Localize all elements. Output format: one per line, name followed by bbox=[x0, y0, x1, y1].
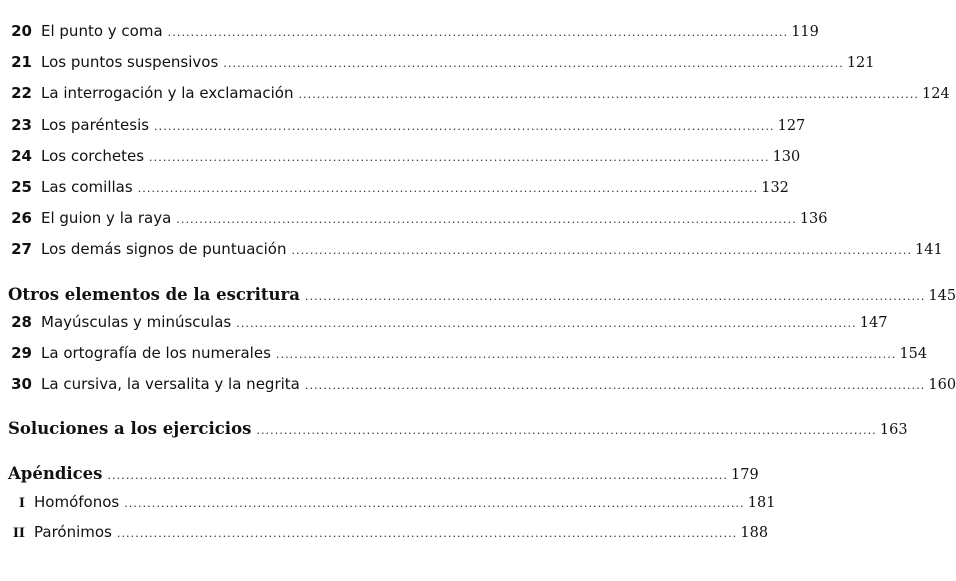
page-number: 130 bbox=[772, 149, 801, 165]
dot-leader: ....................................................................................................................................... bbox=[176, 213, 797, 226]
page-number: 154 bbox=[899, 346, 928, 362]
chapter-title: La cursiva, la versalita y la negrita bbox=[41, 375, 300, 393]
dot-leader: ....................................................................................................................................... bbox=[223, 57, 844, 70]
chapter-number: 24 bbox=[11, 147, 32, 165]
appendix-title: Parónimos bbox=[34, 523, 112, 541]
dot-leader: ....................................................................................................................................... bbox=[107, 469, 729, 482]
page-number: 145 bbox=[928, 288, 956, 304]
dot-leader: ....................................................................................................................................... bbox=[154, 120, 775, 133]
section-title: Soluciones a los ejercicios bbox=[8, 419, 252, 438]
chapter-title: Los demás signos de puntuación bbox=[41, 240, 287, 258]
dot-leader: ....................................................................................................................................... bbox=[291, 244, 913, 257]
page-number: 160 bbox=[928, 377, 956, 393]
chapter-number: 23 bbox=[11, 116, 32, 134]
dot-leader: ....................................................................................................................................... bbox=[304, 290, 926, 303]
chapter-title: El guion y la raya bbox=[41, 209, 172, 227]
chapter-number: 25 bbox=[11, 178, 32, 196]
toc-entry-chapter-24[interactable] bbox=[0, 143, 801, 169]
chapter-number: 29 bbox=[11, 344, 32, 362]
chapter-number: 30 bbox=[11, 375, 32, 393]
toc-entry-chapter-20[interactable] bbox=[0, 18, 819, 44]
toc-entry-appendix-1[interactable] bbox=[0, 489, 776, 515]
dot-leader: ....................................................................................................................................... bbox=[298, 88, 920, 101]
page-number: 163 bbox=[879, 422, 908, 438]
appendix-number: II bbox=[12, 526, 25, 541]
chapter-number: 21 bbox=[11, 53, 32, 71]
toc-entry-chapter-21[interactable] bbox=[0, 49, 875, 75]
chapter-title: Las comillas bbox=[41, 178, 133, 196]
appendix-number: I bbox=[18, 496, 25, 511]
toc-entry-chapter-28[interactable] bbox=[0, 309, 888, 335]
dot-leader: ....................................................................................................................................... bbox=[124, 497, 745, 510]
toc-entry-chapter-22[interactable] bbox=[0, 80, 950, 106]
toc-section-otros-elementos[interactable] bbox=[0, 282, 956, 308]
toc-entry-chapter-30[interactable] bbox=[0, 371, 956, 397]
chapter-number: 20 bbox=[11, 22, 32, 40]
page-number: 188 bbox=[740, 525, 769, 541]
toc-section-soluciones[interactable] bbox=[0, 416, 908, 442]
chapter-title: Los puntos suspensivos bbox=[41, 53, 219, 71]
chapter-title: La interrogación y la exclamación bbox=[41, 84, 294, 102]
toc-entry-appendix-2[interactable] bbox=[0, 519, 769, 545]
chapter-number: 28 bbox=[11, 313, 32, 331]
dot-leader: ....................................................................................................................................... bbox=[137, 182, 759, 195]
toc-section-apendices[interactable] bbox=[0, 461, 759, 487]
section-title: Apéndices bbox=[8, 464, 103, 483]
page-number: 124 bbox=[922, 86, 950, 102]
page-number: 181 bbox=[747, 495, 776, 511]
chapter-number: 27 bbox=[11, 240, 32, 258]
toc-entry-chapter-26[interactable] bbox=[0, 205, 828, 231]
dot-leader: ....................................................................................................................................... bbox=[256, 424, 877, 437]
chapter-number: 22 bbox=[11, 84, 32, 102]
page-number: 119 bbox=[791, 24, 819, 40]
dot-leader: ....................................................................................................................................... bbox=[236, 317, 857, 330]
page-number: 127 bbox=[777, 118, 806, 134]
dot-leader: ....................................................................................................................................... bbox=[304, 379, 926, 392]
dot-leader: ....................................................................................................................................... bbox=[149, 151, 770, 164]
toc-entry-chapter-29[interactable] bbox=[0, 340, 928, 366]
chapter-title: Los corchetes bbox=[41, 147, 145, 165]
page-number: 147 bbox=[859, 315, 888, 331]
page-number: 141 bbox=[915, 242, 943, 258]
toc-entry-chapter-23[interactable] bbox=[0, 112, 806, 138]
page-number: 136 bbox=[799, 211, 828, 227]
chapter-title: El punto y coma bbox=[41, 22, 163, 40]
page-number: 132 bbox=[761, 180, 789, 196]
chapter-number: 26 bbox=[11, 209, 32, 227]
chapter-title: La ortografía de los numerales bbox=[41, 344, 271, 362]
appendix-title: Homófonos bbox=[34, 493, 120, 511]
dot-leader: ....................................................................................................................................... bbox=[116, 527, 738, 540]
dot-leader: ....................................................................................................................................... bbox=[275, 348, 897, 361]
toc-entry-chapter-25[interactable] bbox=[0, 174, 789, 200]
dot-leader: ....................................................................................................................................... bbox=[167, 26, 789, 39]
page-number: 121 bbox=[846, 55, 875, 71]
section-title: Otros elementos de la escritura bbox=[8, 285, 300, 304]
page-number: 179 bbox=[731, 467, 759, 483]
chapter-title: Los paréntesis bbox=[41, 116, 150, 134]
toc-entry-chapter-27[interactable] bbox=[0, 236, 943, 262]
chapter-title: Mayúsculas y minúsculas bbox=[41, 313, 232, 331]
